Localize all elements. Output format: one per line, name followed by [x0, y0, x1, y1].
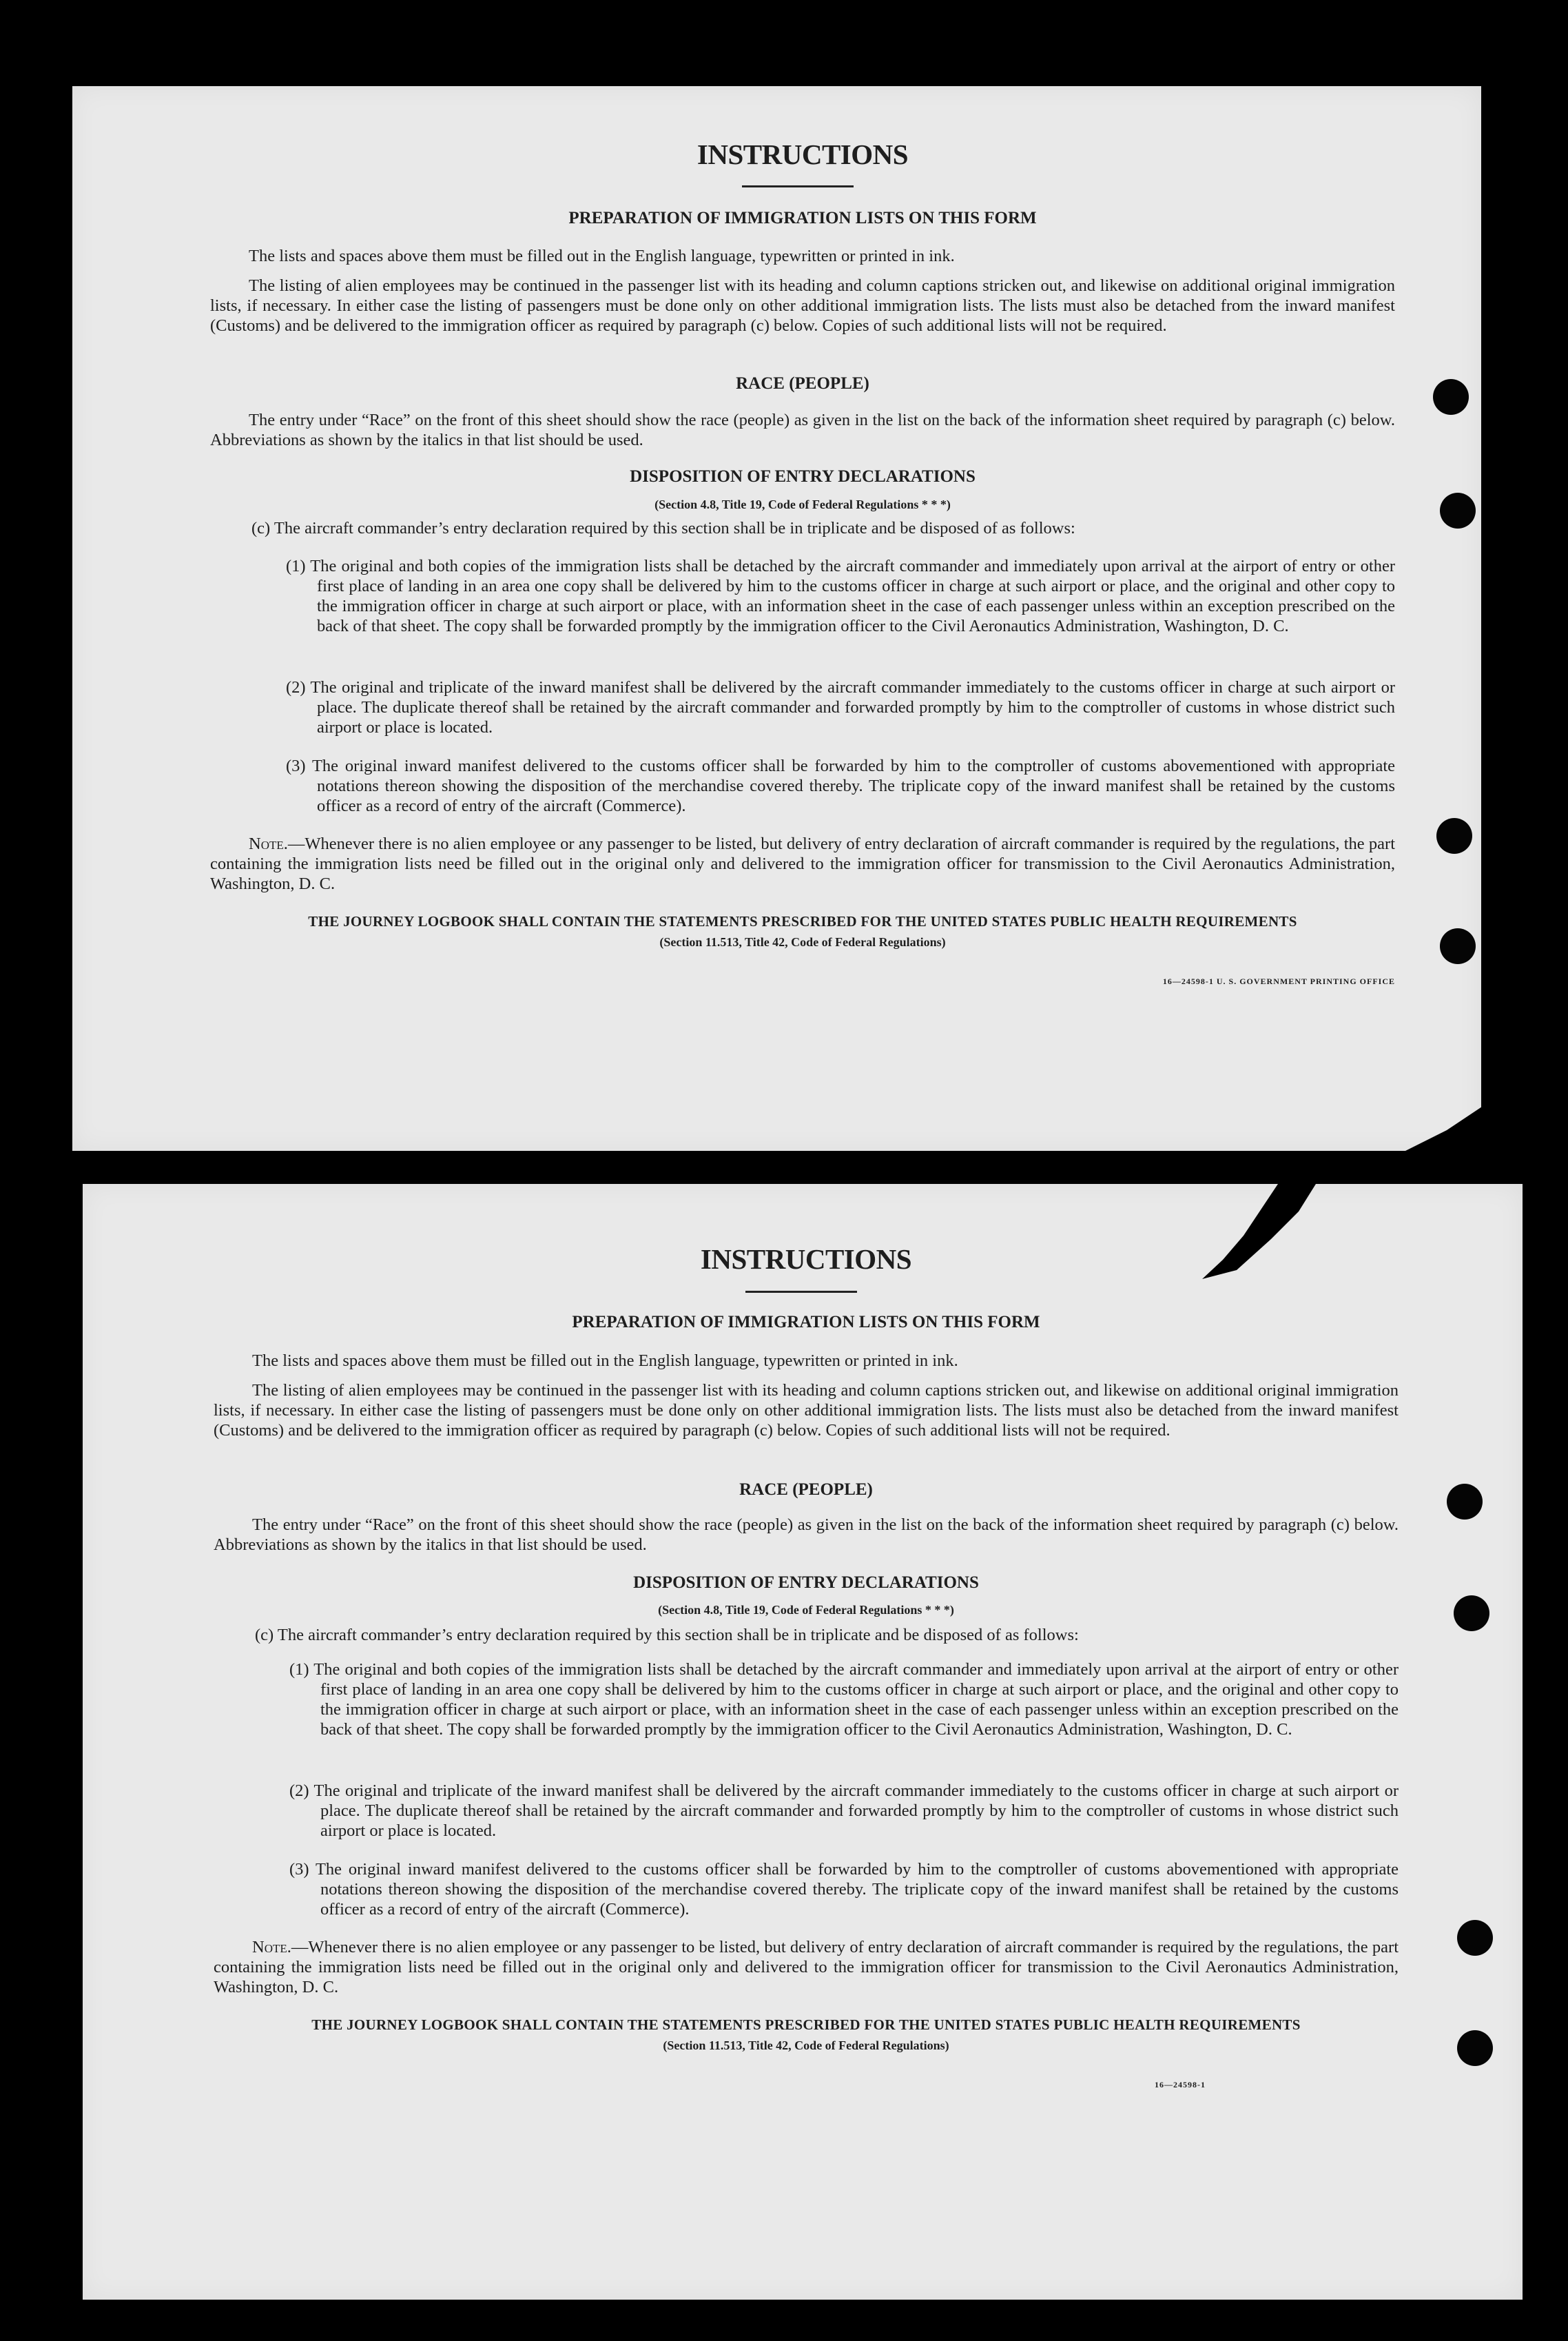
- note-body: —Whenever there is no alien employee or any passenger to be listed, but delivery of entry declaration of aircraft commander is required by the regulations, the part containing the immigration lists need be filled out in the original only and delivered to the immigration officer for transmission to the Civil Aeronautics Administration, Washington, D. C.: [210, 835, 1395, 893]
- punch-hole: [1447, 1484, 1483, 1520]
- punch-hole: [1457, 2030, 1493, 2066]
- race-heading: RACE (PEOPLE): [739, 1480, 873, 1499]
- punch-hole: [1454, 1595, 1489, 1631]
- instructions-title: INSTRUCTIONS: [700, 1243, 912, 1275]
- disposition-citation: (Section 4.8, Title 19, Code of Federal Regulations * * *): [654, 498, 951, 511]
- punch-hole: [1436, 818, 1472, 854]
- disposition-item-3: (3) The original inward manifest delivered to the customs officer shall be forwarded by him to the comptroller of customs abovementioned with appropriate notations thereon showing the disposition of the merchandise covered thereby. The triplicate copy of the inward manifest shall be retained by the customs officer as a record of entry of the aircraft (Commerce).: [289, 1860, 1399, 1919]
- tear-mark: [1195, 1184, 1333, 1280]
- instructions-title: INSTRUCTIONS: [697, 139, 909, 170]
- race-paragraph: The entry under “Race” on the front of this sheet should show the race (people) as given in the list on the back of the information sheet required by paragraph (c) below. Abbreviations as shown by the italics in that list should be used.: [214, 1515, 1399, 1554]
- logbook-citation: (Section 11.513, Title 42, Code of Federal Regulations): [659, 935, 946, 949]
- disposition-item-3: (3) The original inward manifest delivered to the customs officer shall be forwarded by him to the comptroller of customs abovementioned with appropriate notations thereon showing the disposition of the merchandise covered thereby. The triplicate copy of the inward manifest shall be retained by the customs officer as a record of entry of the aircraft (Commerce).: [286, 757, 1395, 815]
- note-paragraph: [214, 1937, 1399, 1997]
- preparation-paragraph-2: The listing of alien employees may be continued in the passenger list with its heading and column captions stricken out, and likewise on additional original immigration lists, if necessary. In either case the listing of passengers must be done only on other additional immigration lists. The lists must also be detached from the inward manifest (Customs) and be delivered to the immigration officer as required by paragraph (c) below. Copies of such additional lists will not be required.: [214, 1381, 1399, 1440]
- preparation-heading: PREPARATION OF IMMIGRATION LISTS ON THIS FORM: [572, 1313, 1040, 1331]
- torn-corner: [1337, 1103, 1488, 1158]
- note-lead: Note.: [249, 835, 288, 853]
- disposition-heading: DISPOSITION OF ENTRY DECLARATIONS: [633, 1573, 979, 1592]
- race-heading: RACE (PEOPLE): [736, 374, 869, 393]
- preparation-heading: PREPARATION OF IMMIGRATION LISTS ON THIS FORM: [568, 209, 1037, 227]
- disposition-item-1: (1) The original and both copies of the immigration lists shall be detached by the aircraft commander and immediately upon arrival at the airport of entry or other first place of landing in an area one copy shall be delivered by him to the customs officer in charge at such airport or place, and the original and other copy to the immigration officer in charge at such airport or place, with an information sheet in the case of each passenger unless within an exception prescribed on the back of that sheet. The copy shall be forwarded promptly by the immigration officer to the Civil Aeronautics Administration, Washington, D. C.: [289, 1660, 1399, 1739]
- race-paragraph: The entry under “Race” on the front of this sheet should show the race (people) as given in the list on the back of the information sheet required by paragraph (c) below. Abbreviations as shown by the italics in that list should be used.: [210, 411, 1395, 449]
- title-rule: [745, 1291, 857, 1293]
- disposition-item-2: (2) The original and triplicate of the inward manifest shall be delivered by the aircraft commander immediately to the customs officer in charge at such airport or place. The duplicate thereof shall be retained by the aircraft commander and forwarded promptly by him to the comptroller of customs in whose district such airport or place is located.: [286, 678, 1395, 737]
- preparation-paragraph-1: The lists and spaces above them must be filled out in the English language, typewritten or printed in ink.: [249, 247, 955, 265]
- punch-hole: [1433, 379, 1469, 415]
- logbook-citation: (Section 11.513, Title 42, Code of Federal Regulations): [663, 2038, 949, 2052]
- disposition-paragraph-c: (c) The aircraft commander’s entry declaration required by this section shall be in triplicate and be disposed of as follows:: [251, 519, 1075, 538]
- preparation-paragraph-1: The lists and spaces above them must be filled out in the English language, typewritten or printed in ink.: [252, 1351, 958, 1370]
- print-office-footer: 16—24598-1 U. S. GOVERNMENT PRINTING OFFICE: [1162, 977, 1395, 986]
- preparation-paragraph-2: The listing of alien employees may be continued in the passenger list with its heading and column captions stricken out, and likewise on additional original immigration lists, if necessary. In either case the listing of passengers must be done only on other additional immigration lists. The lists must also be detached from the inward manifest (Customs) and be delivered to the immigration officer as required by paragraph (c) below. Copies of such additional lists will not be required.: [210, 276, 1395, 335]
- disposition-heading: DISPOSITION OF ENTRY DECLARATIONS: [630, 467, 976, 486]
- disposition-paragraph-c: (c) The aircraft commander’s entry declaration required by this section shall be in triplicate and be disposed of as follows:: [255, 1626, 1079, 1644]
- logbook-statement: THE JOURNEY LOGBOOK SHALL CONTAIN THE STATEMENTS PRESCRIBED FOR THE UNITED STATES PUBLIC HEALTH REQUIREMENTS: [308, 913, 1297, 930]
- disposition-item-1: (1) The original and both copies of the immigration lists shall be detached by the aircraft commander and immediately upon arrival at the airport of entry or other first place of landing in an area one copy shall be delivered by him to the customs officer in charge at such airport or place, and the original and other copy to the immigration officer in charge at such airport or place, with an information sheet in the case of each passenger unless within an exception prescribed on the back of that sheet. The copy shall be forwarded promptly by the immigration officer to the Civil Aeronautics Administration, Washington, D. C.: [286, 557, 1395, 635]
- note-body: —Whenever there is no alien employee or any passenger to be listed, but delivery of entry declaration of aircraft commander is required by the regulations, the part containing the immigration lists need be filled out in the original only and delivered to the immigration officer for transmission to the Civil Aeronautics Administration, Washington, D. C.: [214, 1938, 1399, 1996]
- logbook-statement: THE JOURNEY LOGBOOK SHALL CONTAIN THE STATEMENTS PRESCRIBED FOR THE UNITED STATES PUBLIC HEALTH REQUIREMENTS: [311, 2016, 1301, 2033]
- note-paragraph: [210, 834, 1395, 894]
- form-sheet-upper: [72, 86, 1481, 1151]
- disposition-citation: (Section 4.8, Title 19, Code of Federal Regulations * * *): [658, 1603, 954, 1617]
- form-sheet-lower: [83, 1184, 1523, 2300]
- form-number-footer: 16—24598-1: [1155, 2080, 1206, 2089]
- disposition-item-2: (2) The original and triplicate of the inward manifest shall be delivered by the aircraft commander immediately to the customs officer in charge at such airport or place. The duplicate thereof shall be retained by the aircraft commander and forwarded promptly by him to the comptroller of customs in whose district such airport or place is located.: [289, 1781, 1399, 1840]
- note-lead: Note.: [252, 1938, 291, 1956]
- title-rule: [742, 185, 854, 187]
- punch-hole: [1440, 928, 1476, 964]
- punch-hole: [1440, 493, 1476, 529]
- punch-hole: [1457, 1920, 1493, 1956]
